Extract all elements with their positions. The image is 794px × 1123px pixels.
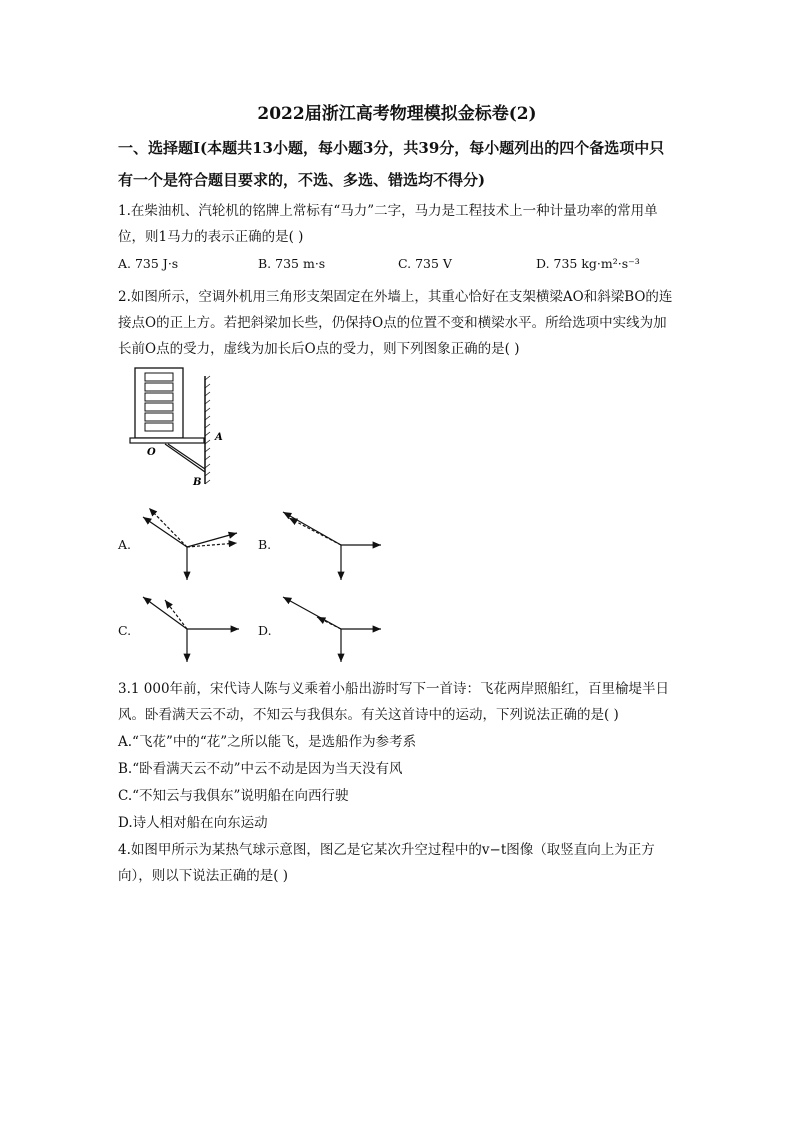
bracket-figure <box>125 366 225 491</box>
q3-option-d: D.诗人相对船在向东运动 <box>118 815 268 831</box>
q2-option-c-label: C. <box>118 623 132 638</box>
q3-option-a: A.“飞花”中的“花”之所以能飞，是选船作为参考系 <box>118 734 417 750</box>
q1-option-a: A. 735 J·s <box>118 256 179 271</box>
q1-option-d: D. 735 kg·m²·s⁻³ <box>536 256 640 271</box>
question-3-stem: 3.1 000年前，宋代诗人陈与义乘着小船出游时写下一首诗：飞花两岸照船红，百里榆堤半日风。卧看满天云不动，不知云与我俱东。有关这首诗中的运动，下列说法正确的是( ) <box>118 681 670 723</box>
force-diagram-d <box>275 585 385 665</box>
q3-option-b: B.“卧看满天云不动”中云不动是因为当天没有风 <box>118 761 403 777</box>
question-4-stem: 4.如图甲所示为某热气球示意图，图乙是它某次升空过程中的v−t图像（取竖直向上为正方向），则以下说法正确的是( ) <box>118 842 655 884</box>
question-1-stem: 1.在柴油机、汽轮机的铭牌上常标有“马力”二字，马力是工程技术上一种计量功率的常用单位，则1马力的表示正确的是( ) <box>118 203 658 245</box>
force-diagram-b <box>275 500 385 585</box>
q3-option-c: C.“不知云与我俱东”说明船在向西行驶 <box>118 788 349 804</box>
q2-option-b-label: B. <box>258 537 272 552</box>
question-1-options <box>118 252 678 278</box>
question-2-stem: 2.如图所示，空调外机用三角形支架固定在外墙上，其重心恰好在支架横梁AO和斜梁BO的连接点O的正上方。若把斜梁加长些，仍保持O点的位置不变和横梁水平。所给选项中实线为加长前O点的受力，虚线为加长后O点的受力，则下列图象正确的是( ) <box>118 289 673 357</box>
q2-option-a-label: A. <box>118 537 132 552</box>
force-diagram-c <box>135 585 245 665</box>
section-heading: 一、选择题Ⅰ(本题共13小题，每小题3分，共39分，每小题列出的四个备选项中只有一个是符合题目要求的，不选、多选、错选均不得分) <box>118 139 665 189</box>
page-title: 2022届浙江高考物理模拟金标卷(2) <box>257 104 537 124</box>
label-b: B <box>193 477 202 488</box>
force-diagram-a <box>135 500 245 585</box>
q2-option-d-label: D. <box>258 623 272 638</box>
label-a: A <box>215 432 223 443</box>
q1-option-c: C. 735 V <box>398 256 452 271</box>
label-o: O <box>147 447 156 458</box>
q1-option-b: B. 735 m·s <box>258 256 326 271</box>
